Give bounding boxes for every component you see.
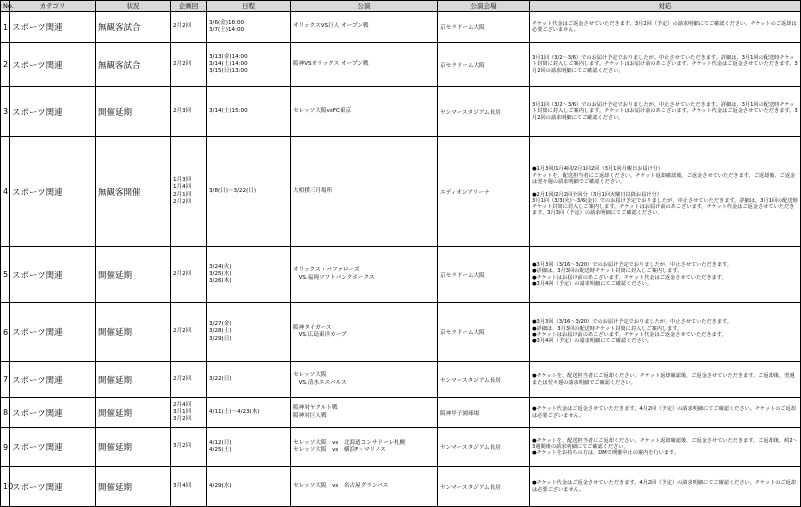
row-venue: ヤンマースタジアム長居 [438,428,530,467]
row-schedule: 3/8(日)〜3/22(日) [207,137,291,247]
row-schedule: 3/24(火) 3/25(水) 3/26(木) [207,247,291,303]
header-count: 企画回 [171,1,207,12]
row-performance: 阪神VSオリックス オープン戦 [291,43,438,87]
row-performance: セレッソ大阪 vs 北海道コンサドーレ札幌 セレッソ大阪 vs 横浜F・マリノス [291,428,438,467]
row-count: 2月2回 [171,247,207,303]
row-no: 6 [1,303,10,362]
header-status: 状況 [96,1,171,12]
row-count: 2月2回 [171,43,207,87]
row-schedule: 4/11(土)〜4/23(木) [207,398,291,428]
row-response: ●1月3回/1月4回/2月1回2回（3月1回月曜日お届け分） チケットを、配送担当者にご返却ください。チケット返却確認後、ご返金させていただきます。ご返却後、ご返金は翌々週の請求明細でご確認ください。 ●2月1回/2月2回全回分（3月1回火曜日以降お届け分） 3月1回（3/3(火)〜3/6(金)）でのお届け予定でおりましたが、中止させていただきます。詳細は、3月1回の配送時チケット封筒に封入しご案内します。チケットはお届け前のあこざいます。チケット代金はご返金させていただきます。3月3回（予定）の請求明細にてご確認ください。 [530,137,801,247]
row-response: チケット代金はご返金させていただきます。3月2回（予定）の請求明細にてご確認ください。チケットのご返却は必要ございません。 [530,12,801,43]
row-count: 1月3回 1月4回 2月1回 2月2回 [171,137,207,247]
row-schedule: 4/12(日) 4/25(土) [207,428,291,467]
row-venue: ヤンマースタジアム長居 [438,467,530,507]
row-no: 8 [1,398,10,428]
row-category: スポーツ関連 [10,247,96,303]
row-category: スポーツ関連 [10,398,96,428]
row-count: 2月4回 3月1回 3月2回 [171,398,207,428]
row-schedule: 3/13(金)14:00 3/14(土)14:00 3/15(日)13:00 [207,43,291,87]
table-row [1,362,801,398]
row-no: 10 [1,467,10,507]
row-schedule: 4/29(水) [207,467,291,507]
table-row [1,137,801,247]
row-count: 3月2回 [171,428,207,467]
row-response: ●3月3回（3/16〜3/20）でのお届け予定でおりましたが、中止させていただきます。 ●詳細は、3月3回の配送時チケット封筒に封入しご案内します。 ●チケットはお届け前のあこざいます。チケット代金はご返金させていただきます。 ●3月4回（予定）の請求明細にてご確認ください。 [530,303,801,362]
table-row [1,87,801,137]
row-status: 開催延期 [96,428,171,467]
row-no: 9 [1,428,10,467]
row-category: スポーツ関連 [10,137,96,247]
row-venue: ヤンマースタジアム長居 [438,362,530,398]
row-venue: 阪神甲子園球場 [438,398,530,428]
row-no: 5 [1,247,10,303]
row-status: 開催延期 [96,467,171,507]
row-count: 3月4回 [171,467,207,507]
row-schedule: 3/6(金)18:00 3/7(土)14:00 [207,12,291,43]
row-status: 開催延期 [96,362,171,398]
row-response: ●チケットを、配送担当者にご返却ください。チケット返却確認後、ご返金させていただきます。ご返却後、翌週または翌々週の請求明細でご確認ください。 [530,362,801,398]
header-schedule: 日程 [207,1,291,12]
table-row [1,303,801,362]
row-category: スポーツ関連 [10,362,96,398]
row-response: ●チケット代金はご返金させていただきます。4月2回（予定）の請求明細にてご確認ください。チケットのご返却は必要ございません。 [530,398,801,428]
row-response: ●3月3回（3/16〜3/20）でのお届け予定でおりましたが、中止させていただきます。 ●詳細は、3月3回の配送時チケット封筒に封入しご案内します。 ●チケットはお届け前のあこざいます。チケット代金はご返金させていただきます。 ●3月4回（予定）の請求明細にてご確認ください。 [530,247,801,303]
row-no: 4 [1,137,10,247]
row-category: スポーツ関連 [10,12,96,43]
row-count: 2月2回 [171,12,207,43]
row-venue: 京セラドーム大阪 [438,12,530,43]
row-performance: 阪神タイガース VS.広島東洋カープ [291,303,438,362]
row-status: 無観客試合 [96,43,171,87]
row-schedule: 3/22(日) [207,362,291,398]
row-performance: セレッソ大阪vsFC東京 [291,87,438,137]
table-row [1,12,801,43]
header-venue: 公演会場 [438,1,530,12]
row-status: 開催延期 [96,303,171,362]
table-row [1,398,801,428]
row-venue: ヤンマースタジアム長居 [438,87,530,137]
header-performance: 公演 [291,1,438,12]
row-no: 2 [1,43,10,87]
row-category: スポーツ関連 [10,87,96,137]
row-no: 1 [1,12,10,43]
row-status: 開催延期 [96,87,171,137]
row-performance: オリックス・バファローズ VS.福岡ソフトバンクホークス [291,247,438,303]
row-no: 7 [1,362,10,398]
row-count: 2月3回 [171,87,207,137]
row-performance: 大相撲三月場所 [291,137,438,247]
row-category: スポーツ関連 [10,303,96,362]
header-no: No. [1,1,10,12]
row-status: 開催延期 [96,247,171,303]
header-category: カテゴリ [10,1,96,12]
row-status: 無観客試合 [96,12,171,43]
row-venue: 京セラドーム大阪 [438,43,530,87]
row-performance: オリックスVS巨人 オープン戦 [291,12,438,43]
table-row [1,428,801,467]
row-response: 3月1回（3/2〜3/6）でのお届け予定でおりましたが、中止させていただきます。詳細は、3月1回の配送時チケット封筒に封入しご案内します。チケットはお届け前のあこざいます。チケット代金はご返金させていただきます。3月2回の請求明細にてご確認ください。 [530,87,801,137]
row-status: 無観客開催 [96,137,171,247]
table-row [1,247,801,303]
row-venue: 京セラドーム大阪 [438,247,530,303]
row-no: 3 [1,87,10,137]
row-schedule: 3/14(土)15:00 [207,87,291,137]
row-performance: 阪神対ヤクルト戦 阪神対巨人戦 [291,398,438,428]
row-schedule: 3/27(金) 3/28(土) 3/29(日) [207,303,291,362]
row-category: スポーツ関連 [10,43,96,87]
row-venue: 京セラドーム大阪 [438,303,530,362]
row-count: 2月2回 [171,362,207,398]
row-response: ●チケット代金はご返金させていただきます。4月2回（予定）の請求明細にてご確認ください。チケットのご返却は必要ございません。 [530,467,801,507]
row-performance: セレッソ大阪 vs 名古屋グランパス [291,467,438,507]
header-response: 対応 [530,1,801,12]
row-performance: セレッソ大阪 VS.清水エスパルス [291,362,438,398]
table-row [1,467,801,507]
row-category: スポーツ関連 [10,467,96,507]
row-status: 開催延期 [96,398,171,428]
row-venue: エディオンアリーナ [438,137,530,247]
row-response: 3月1回（3/2〜3/6）でのお届け予定でおりましたが、中止させていただきます。詳細は、3月1回の配送時チケット封筒に封入しご案内します。チケットはお届け前のあこざいます。チケット代金はご返金させていただきます。3月2回の請求明細にてご確認ください。 [530,43,801,87]
table-row [1,43,801,87]
header-row [1,1,801,12]
row-category: スポーツ関連 [10,428,96,467]
row-count: 2月2回 [171,303,207,362]
row-response: ●チケットを、配送担当者にご返却ください。チケット返却確認後、ご返金させていただきます。ご返却後、約2〜3週間後の請求明細にてご確認ください。 ●チケットをお持ちの方は、DMで開催中止の案内を行います。 [530,428,801,467]
